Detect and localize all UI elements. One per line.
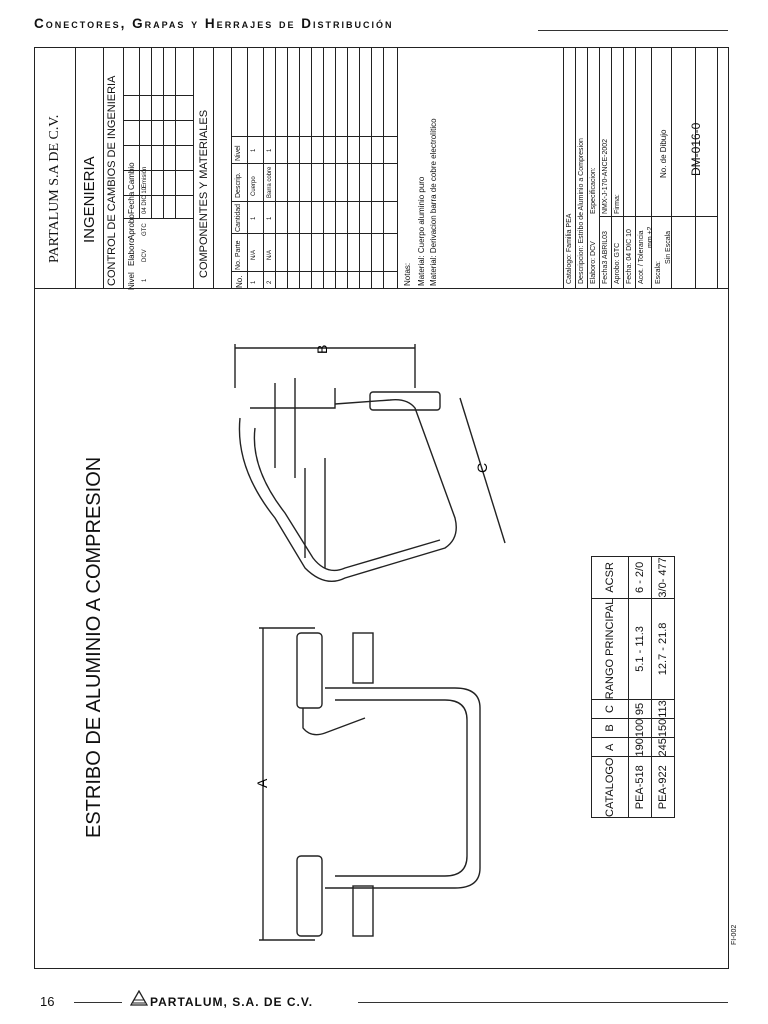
table-header-cell: ACSR xyxy=(592,557,629,598)
especificacion-value: NMX-J-170-ANCE-2002 xyxy=(602,138,609,214)
escala-value: Sin Escala xyxy=(665,230,672,264)
footer-company: PARTALUM, S.A. DE C.V. xyxy=(150,995,314,1009)
aprobo-label: Aprobo: GTC xyxy=(614,242,621,284)
components-title: COMPONENTES Y MATERIALES xyxy=(198,109,210,278)
table-header-cell: CATALOGO xyxy=(592,757,629,818)
elaboro-label: Elaboro: DCV xyxy=(590,241,597,284)
notes-label: Notas: xyxy=(403,262,412,286)
table-cell: 6 - 2/0 xyxy=(629,557,652,598)
table-header-cell: B xyxy=(592,718,629,737)
changes-header-aprobo: Aprobo xyxy=(127,214,136,240)
perspective-view-drawing xyxy=(235,344,505,581)
description-label: Descripcion: Estribo de Aluminio a Compresion xyxy=(578,138,585,284)
dimension-a-label: A xyxy=(254,778,270,788)
table-cell: PEA-518 xyxy=(629,757,652,818)
tolerance-value: mm ±2 xyxy=(647,226,654,248)
components-cell: 1 xyxy=(251,280,257,284)
components-cell: 2 xyxy=(267,280,273,284)
table-cell: 12.7 - 21.8 xyxy=(652,598,675,700)
table-cell: 100 xyxy=(629,718,652,737)
components-cell: Barra cobre xyxy=(267,166,273,198)
components-cell: 1 xyxy=(267,148,273,152)
changes-header-elaboro: Elaboro xyxy=(127,238,136,266)
components-header-no: No. xyxy=(235,275,244,288)
drawing-title: ESTRIBO DE ALUMINIO A COMPRESION xyxy=(83,456,105,838)
dimension-c-label: C xyxy=(474,462,490,473)
fecha2-label: Fecha: 04 DIC 10 xyxy=(626,229,633,284)
table-header-cell: RANGO PRINCIPAL xyxy=(592,598,629,700)
catalog-label: Catalogo: Familia PEA xyxy=(566,213,573,284)
note-line: Material: Derivacion barra de cobre electrolítico xyxy=(429,118,438,286)
especificacion-label: Especificacion: xyxy=(590,167,597,214)
components-header-desc: Descrip. xyxy=(235,172,242,198)
tolerance-label: Acot. / Tolerancia xyxy=(638,230,645,284)
changes-cell: 1 xyxy=(142,278,148,282)
company-name: PARTALUM S.A DE C.V. xyxy=(47,114,62,263)
components-cell: 1 xyxy=(251,148,257,152)
table-cell: 95 xyxy=(629,700,652,719)
table-header-cell: C xyxy=(592,700,629,719)
drawing-frame xyxy=(34,47,729,969)
drawing-number-label: No. de Dibujo xyxy=(659,129,668,178)
table-cell: 190 xyxy=(629,738,652,757)
components-cell: Cuerpo xyxy=(251,176,257,196)
components-cell: N/A xyxy=(251,249,257,260)
table-cell: 245 xyxy=(652,738,675,757)
changes-cell: Emisión xyxy=(142,166,148,188)
page-header-title: Conectores, Grapas y Herrajes de Distribución xyxy=(34,16,394,31)
firma-label: Firma: xyxy=(614,194,621,214)
components-header-part: No. Parte xyxy=(235,240,242,270)
components-cell: 1 xyxy=(267,216,273,220)
changes-title: CONTROL DE CAMBIOS DE INGENIERIA xyxy=(106,75,118,286)
note-line: Material: Cuerpo aluminio puro xyxy=(417,176,426,286)
fecha-label: Fecha3 ABRIL03 xyxy=(602,231,609,284)
table-cell: PEA-922 xyxy=(652,757,675,818)
changes-header-nivel: Nivel xyxy=(127,272,136,290)
changes-cell: 04 DIC 10 xyxy=(142,186,148,214)
department-label: INGENIERIA xyxy=(81,156,98,243)
changes-cell: GTC xyxy=(142,223,148,236)
header-rule xyxy=(538,30,728,31)
components-header-qty: Cantidad xyxy=(235,203,242,232)
drawing-number: DM-016-0 xyxy=(689,122,703,176)
company-logo-icon xyxy=(130,990,148,1006)
footer-rule xyxy=(358,1002,728,1003)
technical-drawing xyxy=(35,48,728,968)
page-number: 16 xyxy=(40,994,55,1009)
table-cell: 5.1 - 11.3 xyxy=(629,598,652,700)
table-cell: 150 xyxy=(652,718,675,737)
components-header-level: Nivel xyxy=(235,145,242,161)
changes-header-cambio: Cambio xyxy=(127,162,136,190)
dimension-b-label: B xyxy=(314,344,330,354)
table-cell: 3/0- 477 xyxy=(652,557,675,598)
side-view-drawing xyxy=(259,628,480,940)
changes-cell: DCV xyxy=(142,249,148,262)
components-cell: 1 xyxy=(251,216,257,220)
escala-label: Escala: xyxy=(655,261,662,284)
form-code: FI-002 xyxy=(731,924,738,945)
table-header-cell: A xyxy=(592,738,629,757)
changes-header-fecha: Fecha xyxy=(127,191,136,214)
footer-rule xyxy=(74,1002,122,1003)
table-cell: 113 xyxy=(652,700,675,719)
components-cell: N/A xyxy=(267,249,273,260)
